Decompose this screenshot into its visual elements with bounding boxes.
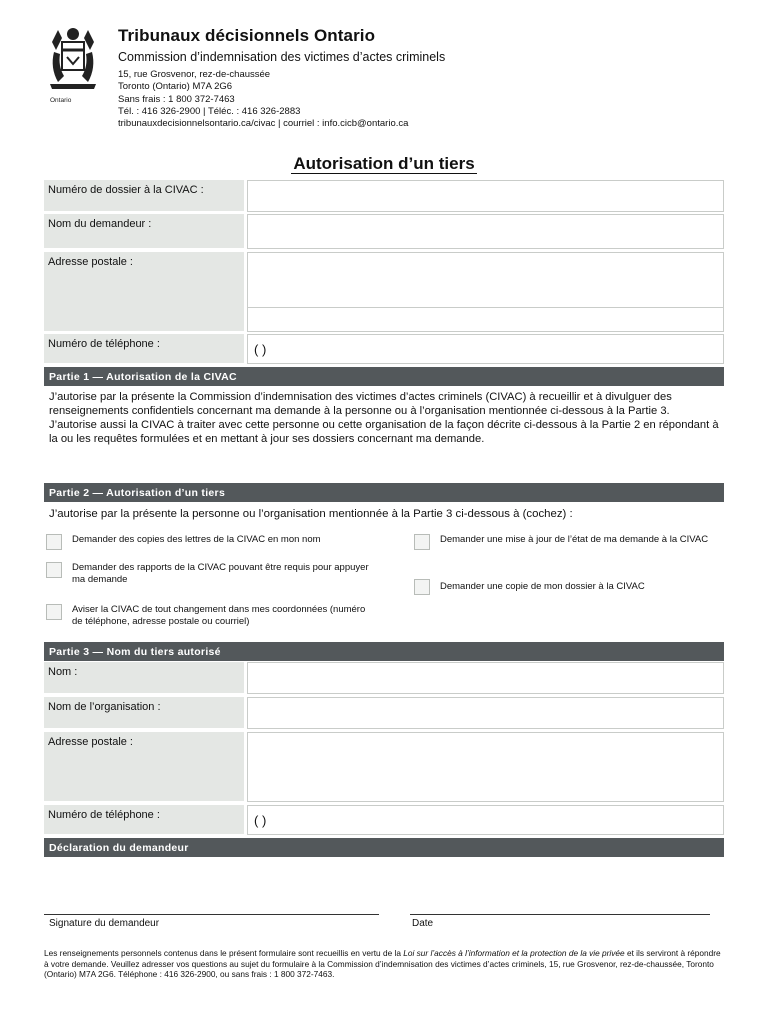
form-title (44, 154, 724, 174)
option-label: Demander une mise à jour de l’état de ma demande à la CIVAC (440, 534, 709, 545)
third-party-phone-field[interactable]: ( ) (247, 805, 724, 835)
option-request-reports[interactable] (46, 562, 386, 585)
form-page (44, 24, 724, 979)
applicant-address-row (44, 252, 724, 332)
part3-header: Partie 3 — Nom du tiers autorisé (44, 642, 724, 661)
phone-fax-line: Tél. : 416 326-2900 | Téléc. : 416 326-2883 (118, 105, 301, 117)
address-line-2: Toronto (Ontario) M7A 2G6 (118, 81, 233, 93)
tollfree-line: Sans frais : 1 800 372-7463 (118, 93, 235, 105)
applicant-address-field-2[interactable] (247, 308, 724, 332)
checkbox[interactable] (414, 579, 430, 595)
web-email-line: tribunauxdecisionnelsontario.ca/civac | courriel : info.cicb@ontario.ca (118, 118, 409, 130)
organization-name-row (44, 697, 724, 729)
third-party-address-field[interactable] (247, 732, 724, 802)
third-party-name-label: Nom : (44, 662, 244, 694)
applicant-address-label: Adresse postale : (44, 252, 244, 332)
part1-text: J’autorise par la présente la Commission d’indemnisation des victimes d’actes criminels (CIVAC) à recueillir et à divulguer des renseignements confidentiels concernant ma demande à la personne ou à l’organisation mentionnée ci-dessous à la Partie 3. J’autorise aussi la CIVAC à traiter avec cette personne ou cette organisation de la façon décrite ci-dessous à la Partie 2 en répondant à la ou les requêtes formulées et en mettant à jour ses dossiers concernant ma demande. (49, 391, 719, 445)
ontario-coat-of-arms-icon (44, 24, 102, 94)
privacy-text-a: Les renseignements personnels contenus dans le présent formulaire sont recueillis en vertu de la (44, 948, 404, 958)
checkbox[interactable] (414, 534, 430, 550)
privacy-notice (44, 948, 724, 980)
part1-header: Partie 1 — Autorisation de la CIVAC (44, 367, 724, 386)
logo-caption: Ontario (50, 97, 72, 104)
applicant-address-field-1[interactable] (247, 252, 724, 308)
file-number-field[interactable] (247, 180, 724, 212)
privacy-law-name: Loi sur l’accès à l’information et la protection de la vie privée (403, 948, 625, 958)
third-party-name-field[interactable] (247, 662, 724, 694)
org-title: Tribunaux décisionnels Ontario (118, 26, 376, 45)
file-number-label: Numéro de dossier à la CIVAC : (44, 180, 244, 212)
option-file-copy[interactable] (414, 579, 714, 595)
applicant-phone-row (44, 334, 724, 364)
checkbox[interactable] (46, 534, 62, 550)
org-contact (118, 69, 445, 130)
part2-intro: J’autorise par la présente la personne ou l’organisation mentionnée à la Partie 3 ci-dessous à (cochez) : (49, 508, 573, 520)
third-party-phone-row (44, 805, 724, 835)
privacy-text-b: et ils serviront à répondre à votre demande. Veuillez adresser vos questions au sujet du formulaire à la Commission d’indemnisation des victimes d’actes criminels, 15, rue Grosvenor, rez-de-chaussée, Toronto (Ontario) M7A 2G6. Téléphone : 416 326-2900, ou sans frais : 1 800 372-7463. (44, 948, 721, 979)
checkbox[interactable] (46, 604, 62, 620)
third-party-phone-label: Numéro de téléphone : (44, 805, 244, 835)
option-label: Demander une copie de mon dossier à la CIVAC (440, 581, 645, 592)
applicant-name-label: Nom du demandeur : (44, 214, 244, 249)
option-copies-letters[interactable] (46, 534, 386, 550)
option-notify-changes[interactable] (46, 604, 386, 627)
organization-block (118, 26, 445, 130)
address-line-1: 15, rue Grosvenor, rez-de-chaussée (118, 69, 271, 80)
option-label: Demander des copies des lettres de la CIVAC en mon nom (72, 534, 321, 545)
organization-name-label: Nom de l’organisation : (44, 697, 244, 729)
date-label: Date (412, 918, 434, 929)
third-party-name-row (44, 662, 724, 694)
date-line[interactable] (410, 914, 710, 915)
applicant-phone-field[interactable]: ( ) (247, 334, 724, 364)
signature-label: Signature du demandeur (49, 918, 160, 929)
option-status-update[interactable] (414, 534, 714, 550)
form-title-text: Autorisation d’un tiers (293, 154, 475, 173)
applicant-phone-label: Numéro de téléphone : (44, 334, 244, 364)
declaration-header: Déclaration du demandeur (44, 838, 724, 857)
third-party-address-label: Adresse postale : (44, 732, 244, 802)
applicant-name-field[interactable] (247, 214, 724, 249)
header (44, 24, 724, 148)
applicant-name-row (44, 214, 724, 249)
org-subtitle: Commission d’indemnisation des victimes d’actes criminels (118, 50, 446, 64)
option-label: Demander des rapports de la CIVAC pouvant être requis pour appuyer ma demande (72, 562, 369, 585)
file-number-row (44, 180, 724, 212)
part2-header: Partie 2 — Autorisation d’un tiers (44, 483, 724, 502)
signature-line[interactable] (44, 914, 379, 915)
option-label: Aviser la CIVAC de tout changement dans mes coordonnées (numéro de téléphone, adresse postale ou courriel) (72, 604, 366, 627)
third-party-address-row (44, 732, 724, 802)
organization-name-field[interactable] (247, 697, 724, 729)
applicant-address-fields (247, 252, 724, 332)
checkbox[interactable] (46, 562, 62, 578)
